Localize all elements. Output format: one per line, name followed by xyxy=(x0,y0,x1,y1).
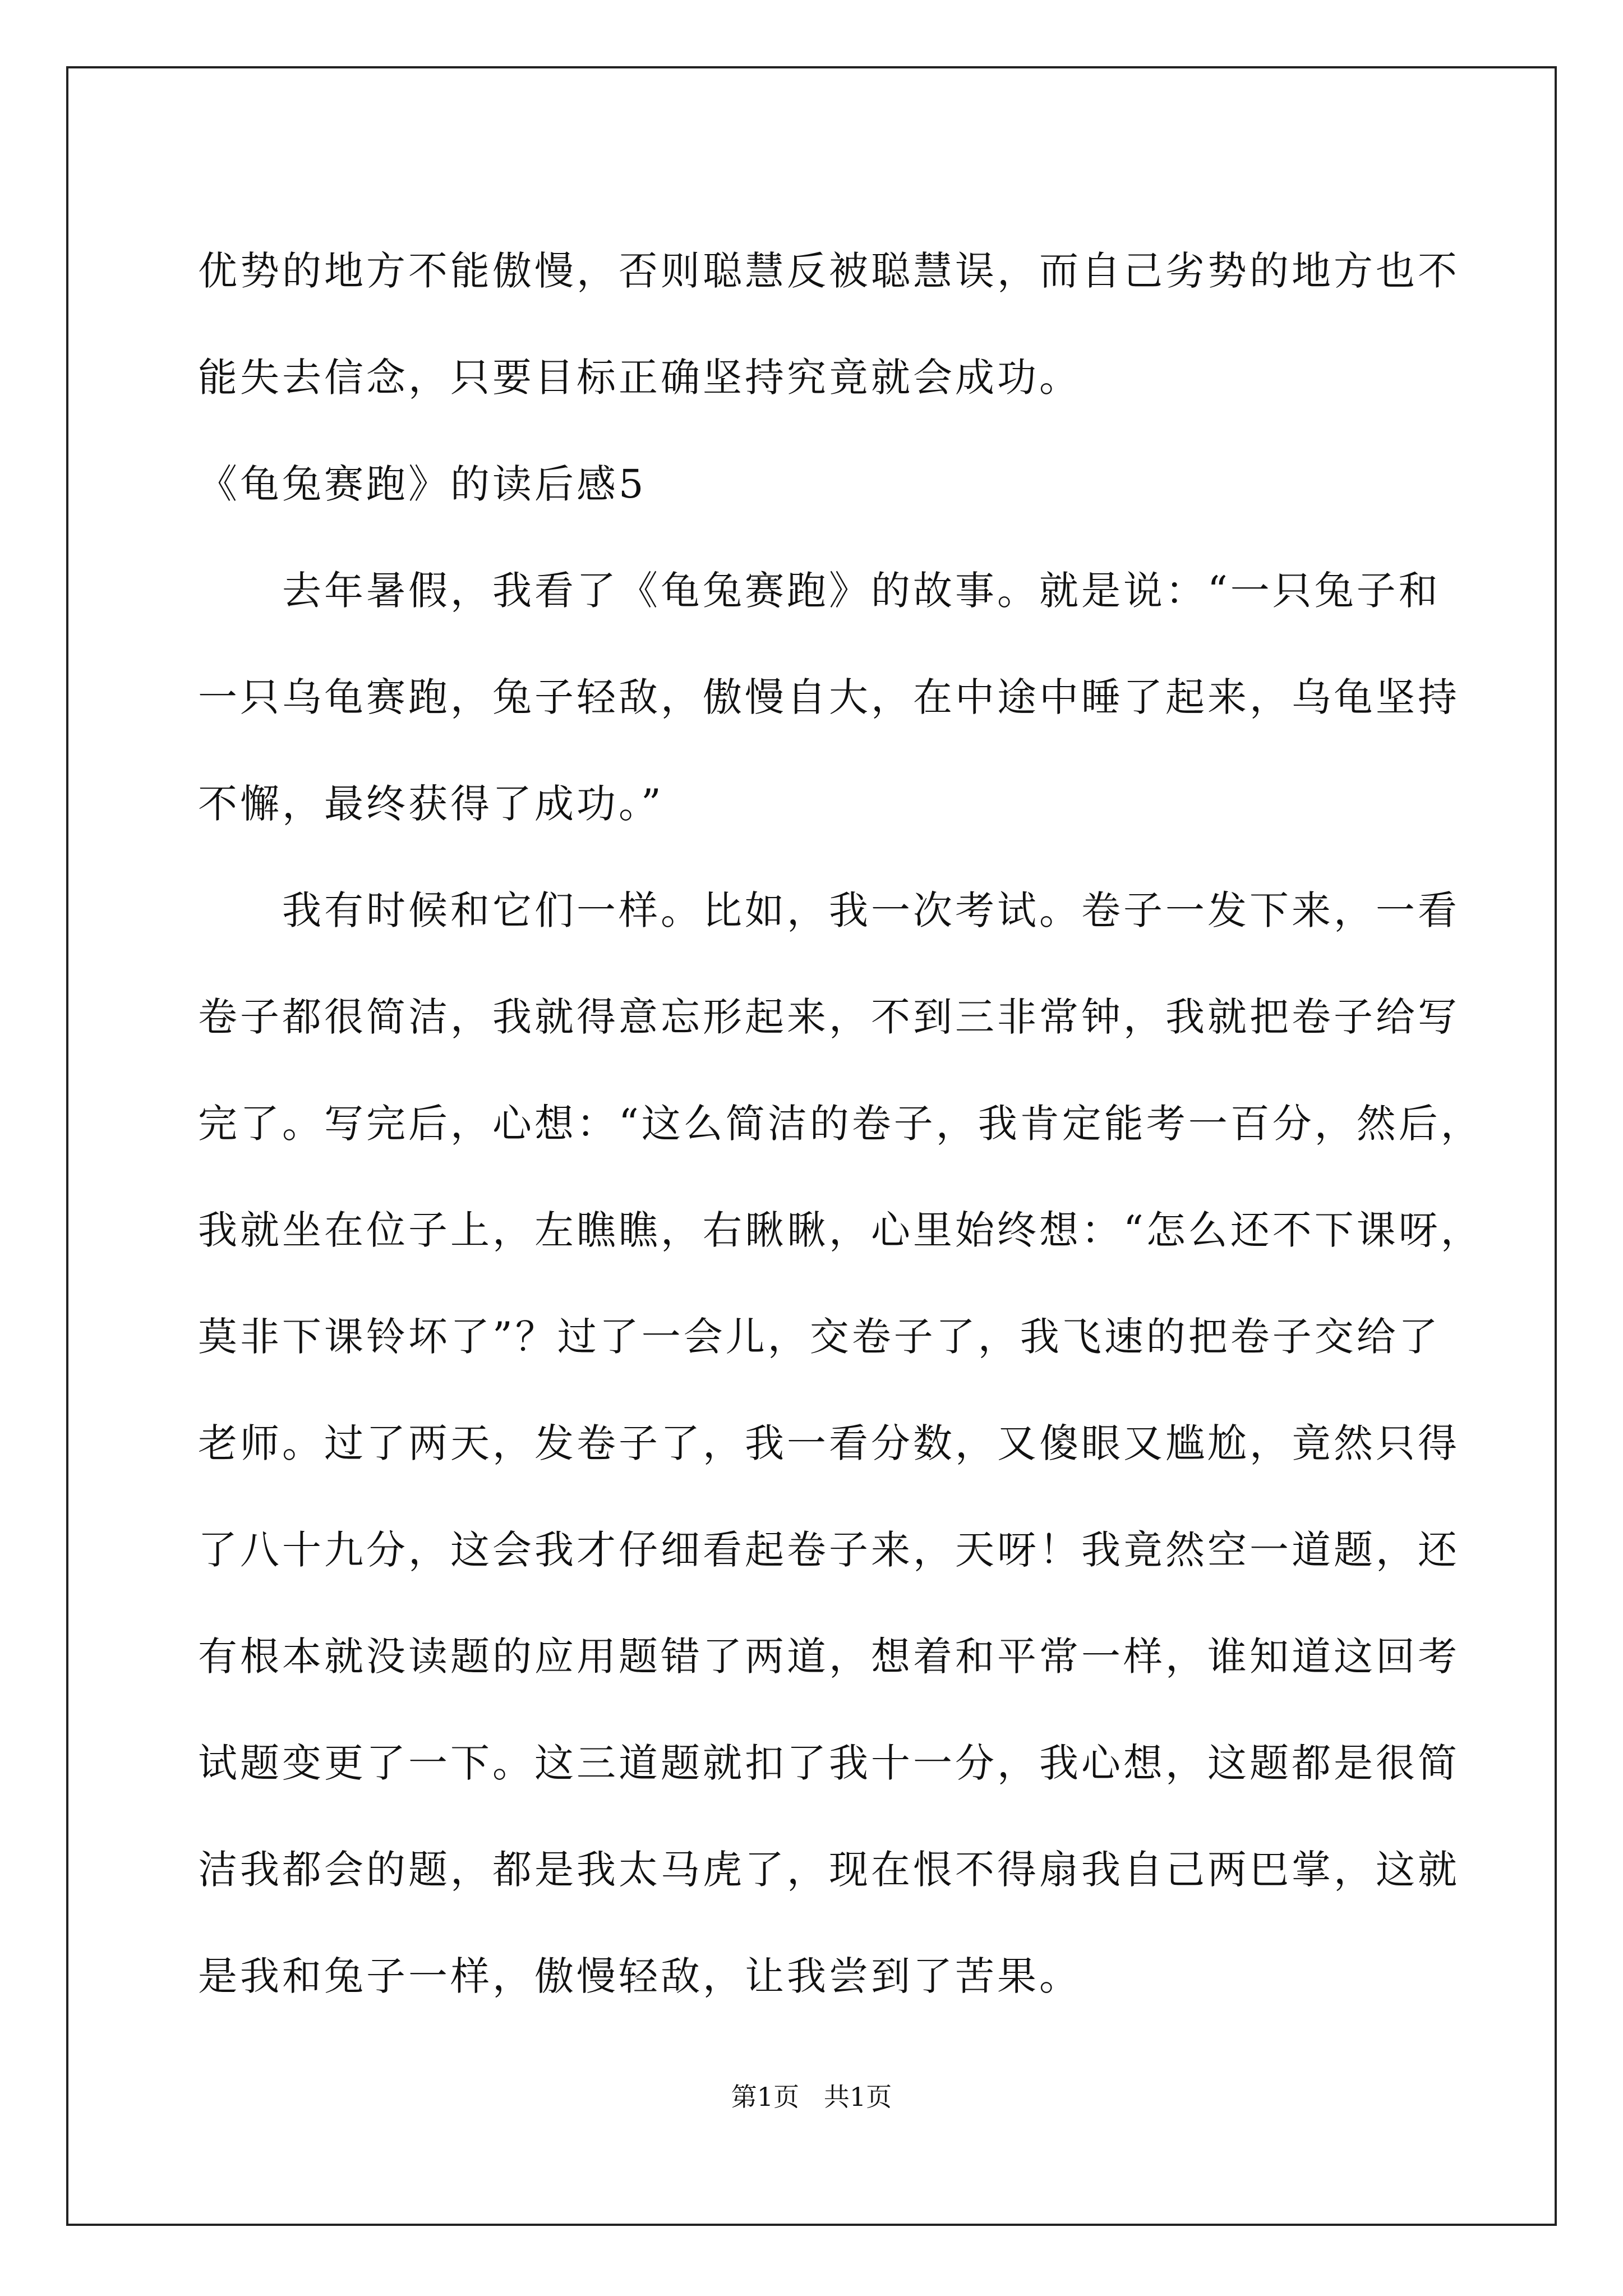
paragraph-line: 不懈，最终获得了成功。” xyxy=(198,781,664,827)
paragraph-line: 卷子都很简洁，我就得意忘形起来，不到三非常钟，我就把卷子给写 xyxy=(198,994,1460,1040)
paragraph-line: 莫非下课铃坏了”？过了一会儿，交卷子了，我飞速的把卷子交给了 xyxy=(198,1314,1441,1360)
paragraph-line: 优势的地方不能傲慢，否则聪慧反被聪慧误，而自己劣势的地方也不 xyxy=(198,248,1460,294)
paragraph-line: 有根本就没读题的应用题错了两道，想着和平常一样，谁知道这回考 xyxy=(198,1634,1460,1680)
paragraph-line: 老师。过了两天，发卷子了，我一看分数，又傻眼又尴尬，竟然只得 xyxy=(198,1420,1460,1466)
page-footer: 第1页 共1页 xyxy=(731,2082,892,2112)
paragraph-line: 完了。写完后，心想：“这么简洁的卷子，我肯定能考一百分，然后， xyxy=(198,1101,1483,1147)
paragraph-line: 是我和兔子一样，傲慢轻敌，让我尝到了苦果。 xyxy=(198,1953,1081,1999)
paragraph-line: 我就坐在位子上，左瞧瞧，右瞅瞅，心里始终想：“怎么还不下课呀， xyxy=(198,1207,1483,1253)
paragraph-line: 一只乌龟赛跑，兔子轻敌，傲慢自大，在中途中睡了起来，乌龟坚持 xyxy=(198,674,1460,720)
paragraph-line: 我有时候和它们一样。比如，我一次考试。卷子一发下来，一看 xyxy=(282,887,1460,933)
paragraph-line: 洁我都会的题，都是我太马虎了，现在恨不得扇我自己两巴掌，这就 xyxy=(198,1847,1460,1893)
paragraph-line: 去年暑假，我看了《龟兔赛跑》的故事。就是说：“一只兔子和 xyxy=(282,568,1441,614)
paragraph-line: 能失去信念，只要目标正确坚持究竟就会成功。 xyxy=(198,355,1081,401)
section-heading: 《龟兔赛跑》的读后感5 xyxy=(198,461,647,507)
paragraph-line: 试题变更了一下。这三道题就扣了我十一分，我心想，这题都是很简 xyxy=(198,1740,1460,1786)
document-body xyxy=(198,218,1483,2030)
paragraph-line: 了八十九分，这会我才仔细看起卷子来，天呀！我竟然空一道题，还 xyxy=(198,1527,1460,1573)
